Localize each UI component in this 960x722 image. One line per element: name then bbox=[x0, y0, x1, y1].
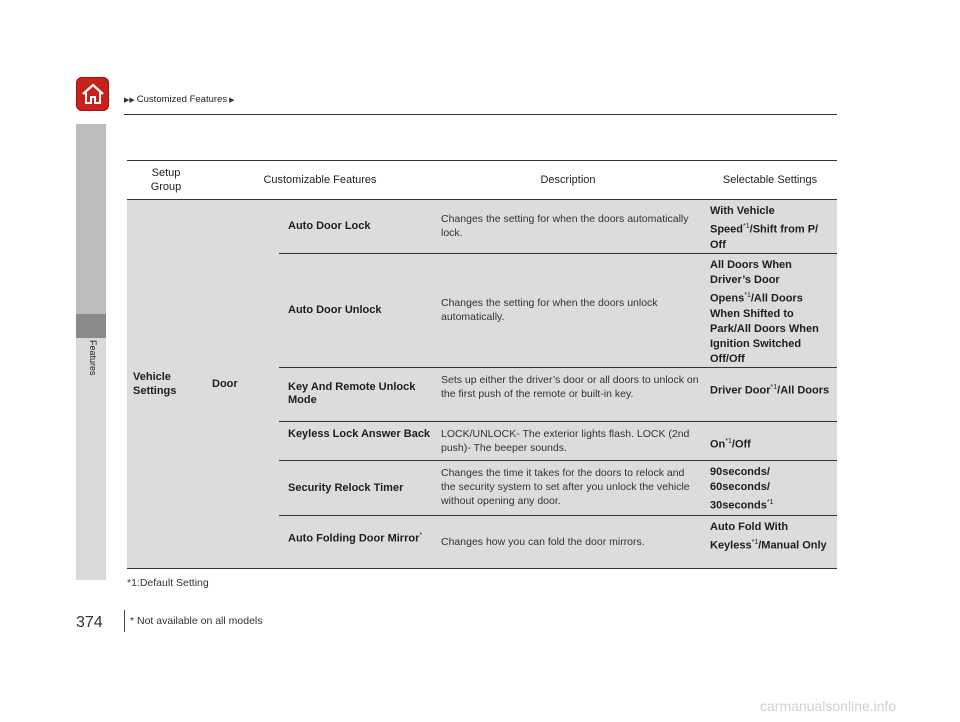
group-label-text: Vehicle bbox=[133, 371, 171, 383]
column-header-text: Setup bbox=[151, 167, 181, 179]
feature-settings: Driver Door$^{*1}$/All Doors bbox=[710, 384, 830, 397]
feature-name: Key And Remote Unlock Mode bbox=[288, 381, 416, 406]
row-divider bbox=[279, 460, 837, 461]
footnote-availability: * Not available on all models bbox=[130, 615, 263, 627]
breadcrumb bbox=[124, 94, 234, 105]
breadcrumb-link[interactable]: Customized Features bbox=[136, 94, 228, 105]
home-icon bbox=[81, 83, 105, 105]
breadcrumb-arrow-icon: ▶▶ bbox=[124, 96, 135, 104]
group-label-text: Settings bbox=[133, 385, 177, 397]
watermark-text: carmanualsonline.info bbox=[760, 698, 897, 714]
table-top-rule bbox=[127, 160, 837, 161]
home-button[interactable] bbox=[76, 77, 109, 111]
feature-settings: On$^{*1}$/Off bbox=[710, 438, 751, 451]
side-tab-label: Features bbox=[88, 340, 98, 376]
feature-settings: All Doors When Driver’s Door Opens$^{*1}$/All Doors When Shifted to Park/All Doors When Ignition Switched Off/Off bbox=[710, 259, 819, 365]
feature-description: Changes the setting for when the doors automatically lock. bbox=[441, 213, 689, 239]
feature-settings: Auto Fold With Keyless$^{*1}$/Manual Only bbox=[710, 521, 827, 552]
column-header-text: Group bbox=[150, 181, 182, 193]
feature-description: LOCK/UNLOCK- The exterior lights flash. LOCK (2nd push)- The beeper sounds. bbox=[441, 428, 690, 454]
row-divider bbox=[279, 515, 837, 516]
footnote-default-setting: *1:Default Setting bbox=[127, 577, 209, 589]
feature-name: Auto Folding Door Mirror* bbox=[288, 532, 423, 545]
feature-description: Changes the time it takes for the doors to relock and the security system to set after you unlock the vehicle without opening any door. bbox=[441, 467, 690, 507]
feature-name: Security Relock Timer bbox=[288, 482, 404, 494]
feature-description: Changes the setting for when the doors unlock automatically. bbox=[441, 297, 658, 323]
row-divider bbox=[279, 253, 837, 254]
feature-settings: With Vehicle Speed$^{*1}$/Shift from P/ Off bbox=[710, 205, 819, 251]
feature-description: Changes how you can fold the door mirrors. bbox=[441, 536, 645, 548]
column-header-description: Description bbox=[540, 174, 596, 186]
column-header-settings: Selectable Settings bbox=[722, 174, 818, 186]
feature-name: Auto Door Unlock bbox=[288, 304, 382, 316]
column-header-setup-group bbox=[138, 166, 194, 194]
header-rule bbox=[124, 114, 837, 115]
group-vehicle-settings bbox=[133, 370, 176, 398]
feature-name: Keyless Lock Answer Back bbox=[288, 428, 431, 440]
footer-divider bbox=[124, 610, 125, 632]
table-bottom-rule bbox=[127, 568, 837, 569]
column-header-features: Customizable Features bbox=[263, 174, 377, 186]
side-tab-active[interactable] bbox=[76, 314, 106, 338]
breadcrumb-arrow-icon: ▶ bbox=[229, 96, 235, 104]
row-divider bbox=[279, 421, 837, 422]
row-divider bbox=[279, 367, 837, 368]
feature-name: Auto Door Lock bbox=[288, 220, 371, 232]
feature-settings: 90seconds/ 60seconds/ 30seconds$^{*1}$ bbox=[710, 466, 774, 512]
subgroup-door: Door bbox=[212, 378, 238, 390]
side-tab-block bbox=[76, 124, 106, 332]
page-number: 374 bbox=[76, 614, 103, 631]
feature-description: Sets up either the driver’s door or all doors to unlock on the first push of the remote or built-in key. bbox=[441, 374, 699, 400]
